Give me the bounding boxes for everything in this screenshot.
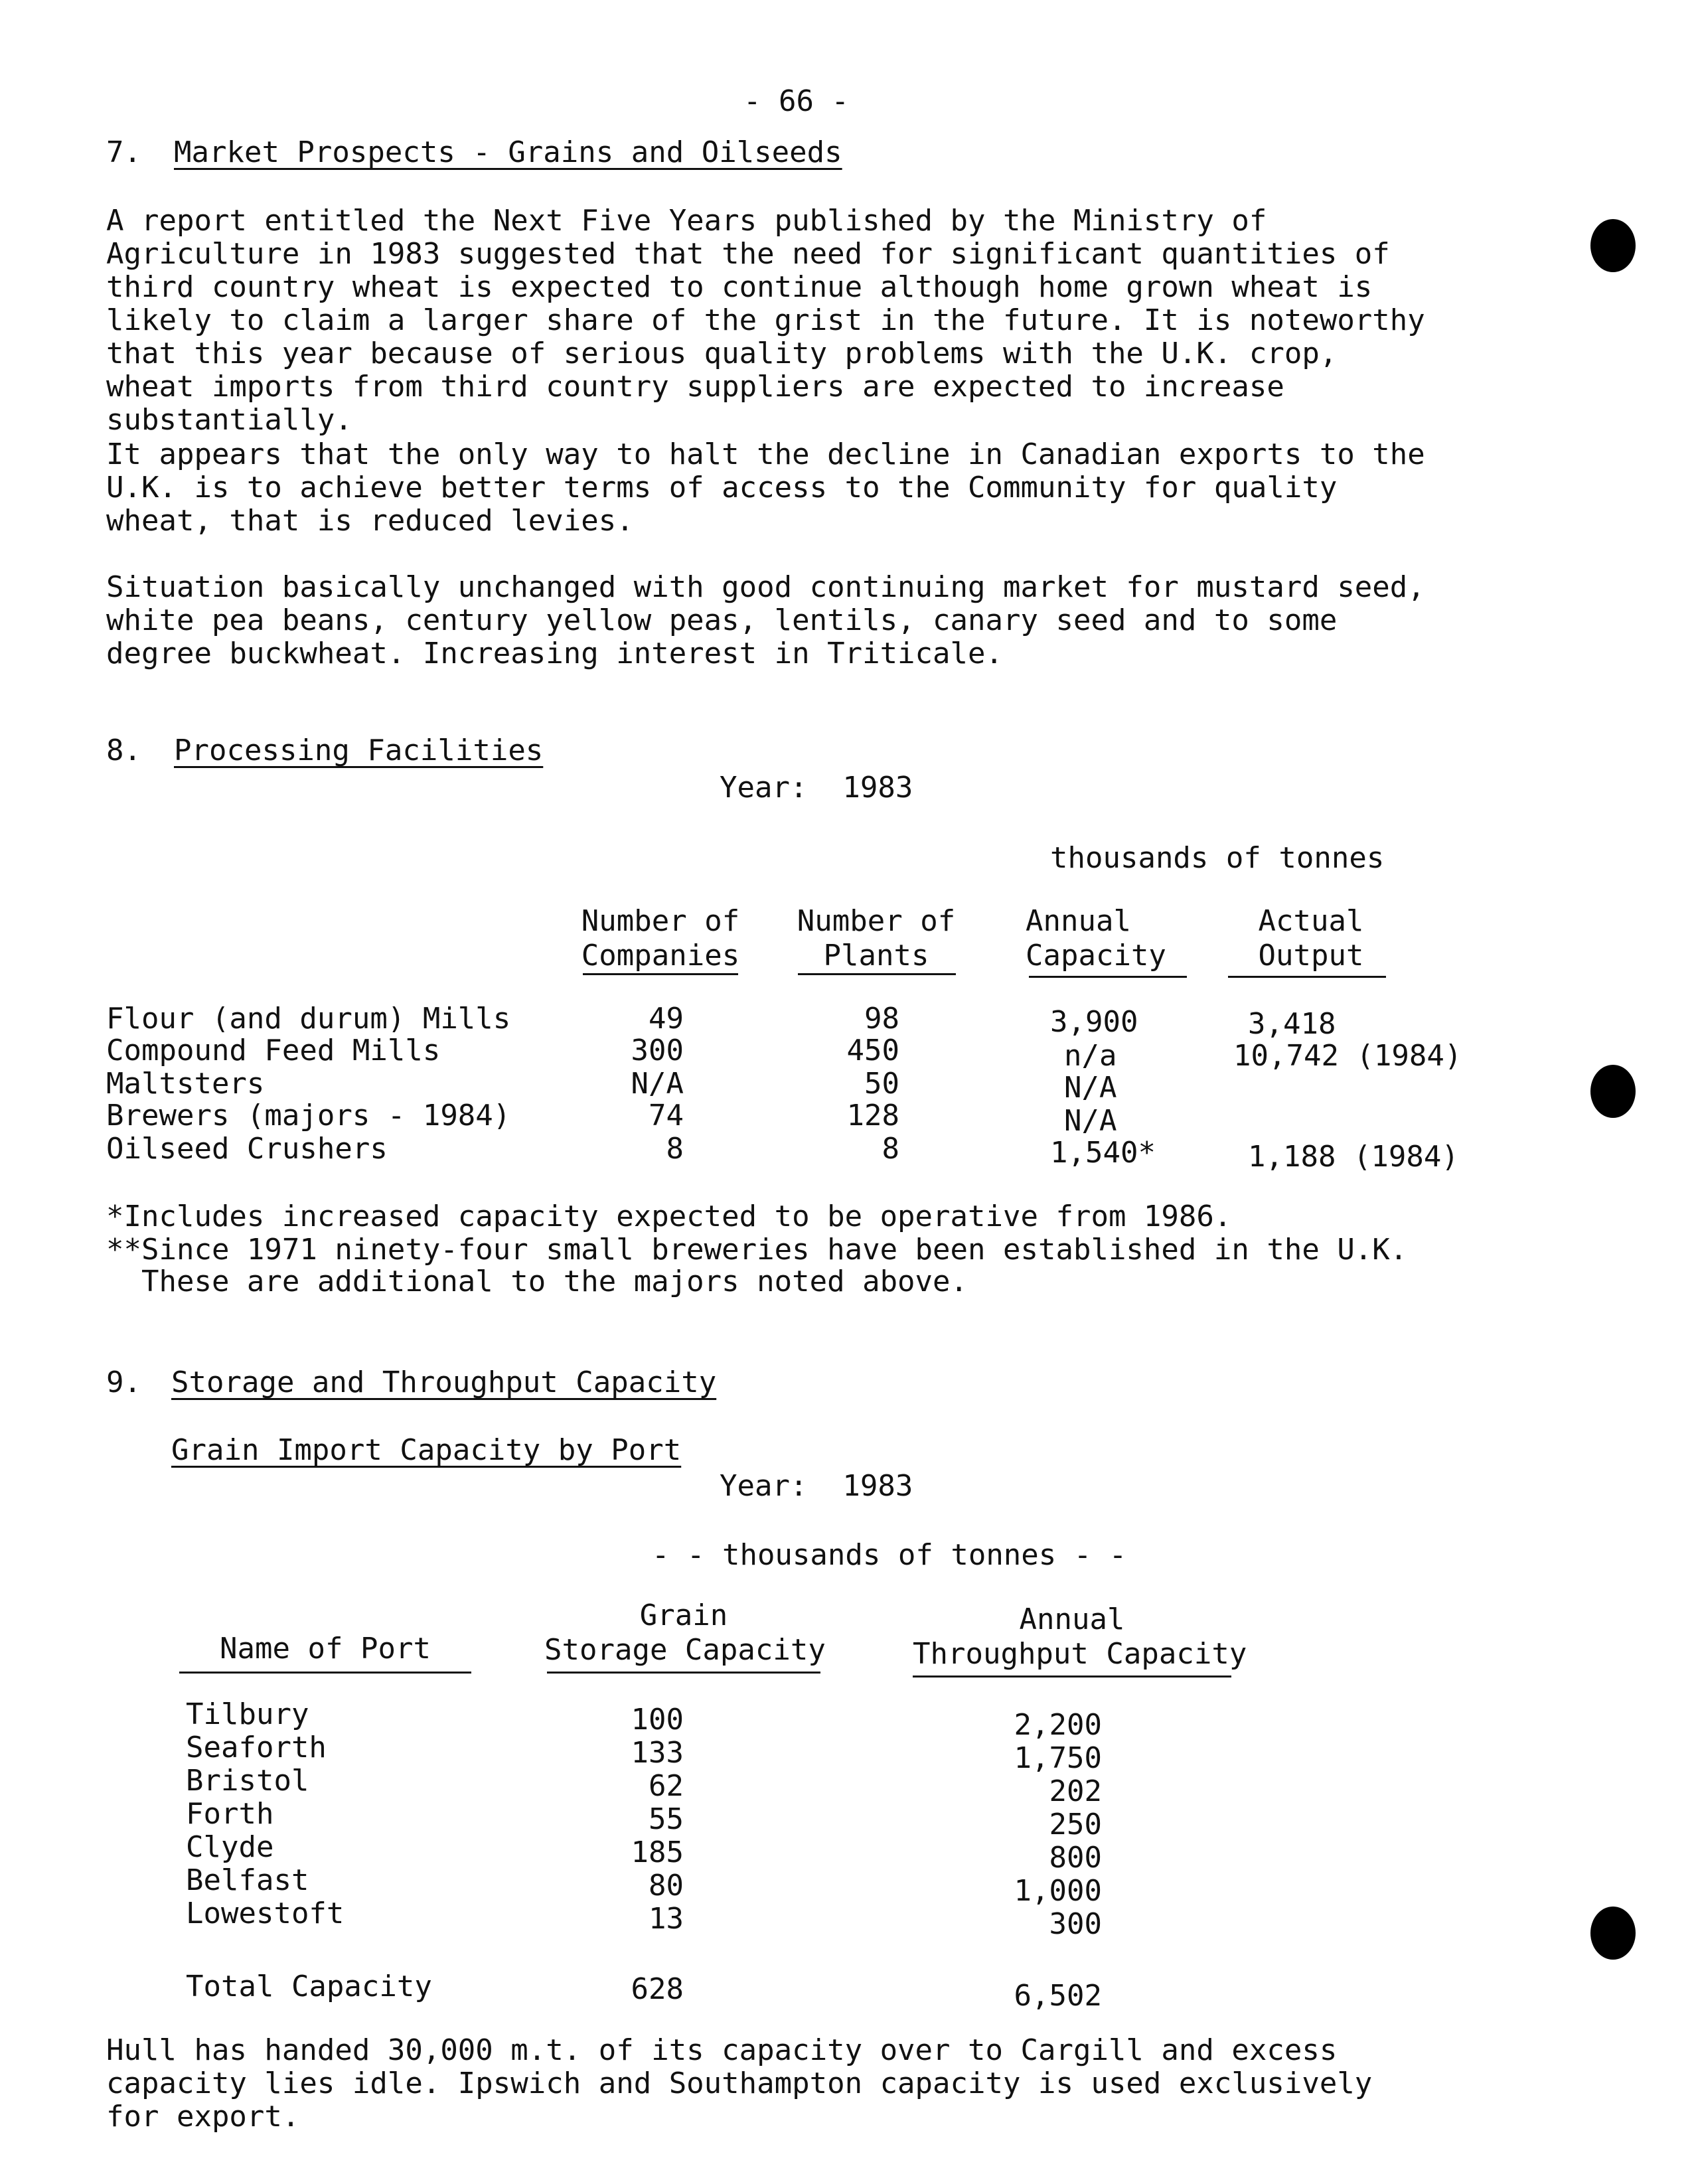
header-underline — [179, 1672, 471, 1674]
cell-plants: 450 — [846, 1034, 899, 1067]
header-underline — [798, 973, 956, 975]
section-9-title: Storage and Throughput Capacity — [171, 1365, 717, 1399]
footnote: *Includes increased capacity expected to be operative from 1986. — [106, 1200, 1232, 1233]
port-name: Clyde — [186, 1830, 274, 1864]
cell-plants: 8 — [882, 1132, 899, 1166]
column-header-storage: Grain Storage Capacity — [544, 1599, 826, 1667]
cell-output: 3,418 — [1248, 1007, 1336, 1041]
page-number: - 66 - — [743, 84, 849, 118]
column-header-output: Actual Output — [1258, 904, 1364, 973]
cell-throughput: 1,000 — [1014, 1874, 1102, 1908]
port-name: Bristol — [186, 1764, 309, 1798]
cell-companies: 300 — [631, 1034, 684, 1067]
column-header-companies: Number of Companies — [581, 904, 740, 973]
section-8-number: 8. — [106, 734, 141, 767]
row-name: Flour (and durum) Mills — [106, 1002, 511, 1036]
cell-output: 10,742 (1984) — [1233, 1039, 1462, 1073]
row-name: Maltsters — [106, 1067, 265, 1101]
cell-plants: 50 — [864, 1067, 899, 1101]
punch-hole — [1590, 1907, 1636, 1960]
section-7-paragraph-1: A report entitled the Next Five Years published by the Ministry of Agriculture in 1983 suggested that the need for significant quantities of third country wheat is expected to continue although home grown wheat is likely to claim a larger share of the grist in the future. It is noteworthy that this year because of serious quality problems with the U.K. crop, wheat imports from third country suppliers are expected to increase substantially. — [106, 204, 1425, 437]
cell-capacity: 3,900 — [1050, 1005, 1138, 1039]
cell-storage: 100 — [631, 1703, 684, 1737]
cell-capacity: N/A — [1064, 1071, 1117, 1105]
section-7-title: Market Prospects - Grains and Oilseeds — [174, 135, 842, 169]
cell-plants: 98 — [864, 1002, 899, 1036]
column-header-capacity: Annual Capacity — [1026, 904, 1166, 973]
port-name: Forth — [186, 1797, 274, 1831]
cell-storage: 62 — [649, 1769, 684, 1803]
port-name: Lowestoft — [186, 1897, 345, 1930]
port-name: Belfast — [186, 1863, 309, 1897]
cell-capacity: n/a — [1064, 1039, 1117, 1073]
section-7-paragraph-3: Situation basically unchanged with good continuing market for mustard seed, white pea beans, century yellow peas, lentils, canary seed and to some degree buckwheat. Increasing interest in Triticale. — [106, 570, 1425, 670]
section-8-units: thousands of tonnes — [1050, 841, 1385, 875]
port-name: Seaforth — [186, 1731, 327, 1764]
cell-storage: 55 — [649, 1802, 684, 1836]
section-7-paragraph-2: It appears that the only way to halt the decline in Canadian exports to the U.K. is to achieve better terms of access to the Community for quality wheat, that is reduced levies. — [106, 437, 1425, 538]
column-header-port: Name of Port — [220, 1632, 431, 1666]
total-label: Total Capacity — [186, 1970, 432, 2003]
header-underline — [547, 1672, 820, 1674]
section-9-number: 9. — [106, 1365, 141, 1399]
section-8-title: Processing Facilities — [174, 734, 544, 767]
header-underline — [583, 973, 738, 975]
column-header-throughput: Annual Throughput Capacity — [913, 1602, 1247, 1671]
cell-storage: 80 — [649, 1869, 684, 1903]
cell-throughput: 250 — [1049, 1808, 1102, 1841]
punch-hole — [1590, 1065, 1636, 1118]
cell-storage: 133 — [631, 1736, 684, 1770]
footnote: These are additional to the majors noted above. — [106, 1265, 968, 1298]
cell-companies: 74 — [649, 1099, 684, 1132]
cell-capacity: N/A — [1064, 1104, 1117, 1138]
cell-throughput: 1,750 — [1014, 1741, 1102, 1775]
row-name: Oilseed Crushers — [106, 1132, 388, 1166]
section-7-number: 7. — [106, 135, 141, 169]
cell-output: 1,188 (1984) — [1248, 1140, 1459, 1174]
footnote: **Since 1971 ninety-four small breweries have been established in the U.K. — [106, 1233, 1408, 1267]
total-throughput: 6,502 — [1014, 1979, 1102, 2013]
cell-plants: 128 — [846, 1099, 899, 1132]
section-9-year: Year: 1983 — [720, 1469, 913, 1503]
cell-throughput: 800 — [1049, 1841, 1102, 1875]
port-name: Tilbury — [186, 1697, 309, 1731]
section-9-closing: Hull has handed 30,000 m.t. of its capacity over to Cargill and excess capacity lies idle. Ipswich and Southampton capacity is used exclusively for export. — [106, 2033, 1373, 2134]
header-underline — [1228, 976, 1386, 978]
cell-throughput: 202 — [1049, 1774, 1102, 1808]
punch-hole — [1590, 219, 1636, 272]
cell-throughput: 300 — [1049, 1907, 1102, 1941]
cell-throughput: 2,200 — [1014, 1708, 1102, 1742]
cell-companies: 49 — [649, 1002, 684, 1036]
cell-companies: 8 — [666, 1132, 684, 1166]
header-underline — [1029, 976, 1187, 978]
cell-storage: 185 — [631, 1835, 684, 1869]
section-9-units: - - thousands of tonnes - - — [652, 1538, 1127, 1572]
cell-storage: 13 — [649, 1902, 684, 1936]
column-header-plants: Number of Plants — [797, 904, 956, 973]
section-8-year: Year: 1983 — [720, 771, 913, 805]
header-underline — [913, 1676, 1231, 1677]
total-storage: 628 — [631, 1972, 684, 2006]
cell-companies: N/A — [631, 1067, 684, 1101]
row-name: Compound Feed Mills — [106, 1034, 441, 1067]
cell-capacity: 1,540* — [1050, 1136, 1156, 1170]
row-name: Brewers (majors - 1984) — [106, 1099, 511, 1132]
section-9-subtitle: Grain Import Capacity by Port — [171, 1433, 682, 1467]
